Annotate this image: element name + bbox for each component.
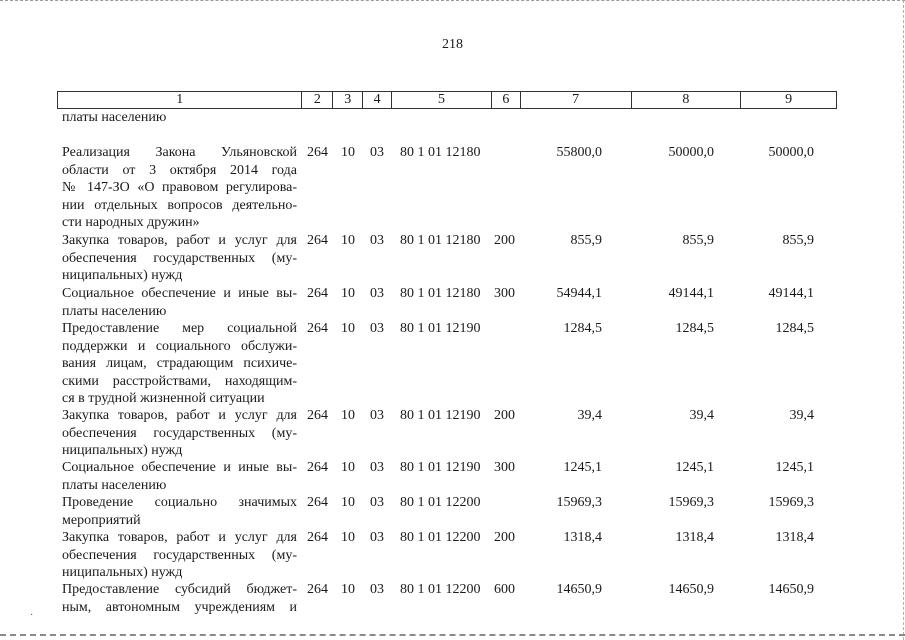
description-line: Предоставление субсидий бюджет- xyxy=(62,582,297,597)
row-description xyxy=(62,581,297,616)
table-header-row xyxy=(57,91,837,109)
description-line: ным, автономным учреждениям и xyxy=(62,599,297,615)
cell-section: 10 xyxy=(341,145,355,160)
cell-amount-col7: 1284,5 xyxy=(563,321,602,336)
description-line: поддержки и социального обслужи- xyxy=(62,338,297,354)
cell-target-article: 80 1 01 12200 xyxy=(400,530,481,545)
cell-ministry: 264 xyxy=(307,495,328,510)
header-col-9: 9 xyxy=(785,92,793,107)
header-col-5: 5 xyxy=(392,92,492,108)
cell-subsection: 03 xyxy=(370,145,384,160)
row-description xyxy=(62,494,297,529)
cell-amount-col9: 855,9 xyxy=(782,233,814,248)
cell-amount-col8: 50000,0 xyxy=(668,145,714,160)
cell-subsection: 03 xyxy=(370,530,384,545)
description-line: № 147-ЗО «О правовом регулирова- xyxy=(62,180,297,195)
description-line: Социальное обеспечение и иные вы- xyxy=(62,286,297,301)
header-col-3: 3 xyxy=(333,92,363,108)
cell-section: 10 xyxy=(341,460,355,475)
table-body xyxy=(0,109,905,615)
description-line: ниципальных) нужд xyxy=(62,268,183,283)
description-line: скими расстройствами, находящим- xyxy=(62,373,297,389)
cell-amount-col7: 855,9 xyxy=(570,233,602,248)
cell-amount-col9: 50000,0 xyxy=(768,145,814,160)
cell-target-article: 80 1 01 12180 xyxy=(400,145,481,160)
header-col-2: 2 xyxy=(302,92,333,108)
cell-amount-col9: 1245,1 xyxy=(775,460,814,475)
cell-expense-type: 200 xyxy=(494,233,515,248)
header-col-6: 6 xyxy=(492,92,521,108)
cell-amount-col7: 39,4 xyxy=(577,408,602,423)
cell-ministry: 264 xyxy=(307,145,328,160)
header-col-7: 7 xyxy=(521,92,632,108)
cell-amount-col9: 49144,1 xyxy=(768,286,814,301)
cell-amount-col7: 14650,9 xyxy=(556,582,602,597)
cell-ministry: 264 xyxy=(307,233,328,248)
description-line: Реализация Закона Ульяновской xyxy=(62,145,297,160)
cell-section: 10 xyxy=(341,321,355,336)
cell-subsection: 03 xyxy=(370,233,384,248)
cell-target-article: 80 1 01 12200 xyxy=(400,582,481,597)
description-line: сти народных дружин» xyxy=(62,215,200,230)
cell-amount-col9: 14650,9 xyxy=(768,582,814,597)
description-line: обеспечения государственных (му- xyxy=(62,425,297,441)
scan-bottom-edge xyxy=(0,634,905,636)
cell-amount-col7: 1318,4 xyxy=(563,530,602,545)
cell-ministry: 264 xyxy=(307,286,328,301)
cell-amount-col8: 39,4 xyxy=(689,408,714,423)
description-line: обеспечения государственных (му- xyxy=(62,250,297,266)
cell-section: 10 xyxy=(341,408,355,423)
cell-section: 10 xyxy=(341,582,355,597)
scan-top-edge xyxy=(0,0,905,4)
row-description xyxy=(62,529,297,582)
cell-amount-col7: 54944,1 xyxy=(556,286,602,301)
cell-subsection: 03 xyxy=(370,495,384,510)
description-line: ся в трудной жизненной ситуации xyxy=(62,391,265,406)
cell-amount-col8: 855,9 xyxy=(682,233,714,248)
cell-amount-col8: 1245,1 xyxy=(675,460,714,475)
cell-expense-type: 300 xyxy=(494,460,515,475)
cell-amount-col8: 1318,4 xyxy=(675,530,714,545)
cell-target-article: 80 1 01 12180 xyxy=(400,286,481,301)
cell-amount-col9: 1284,5 xyxy=(775,321,814,336)
carryover-text: платы населению xyxy=(62,110,167,125)
description-line: Закупка товаров, работ и услуг для xyxy=(62,530,297,545)
description-line: ниципальных) нужд xyxy=(62,443,183,458)
cell-section: 10 xyxy=(341,233,355,248)
carryover-row xyxy=(0,109,905,126)
description-line: обеспечения государственных (му- xyxy=(62,547,297,563)
cell-amount-col7: 55800,0 xyxy=(556,145,602,160)
header-col-1: 1 xyxy=(58,92,302,108)
description-line: платы населению xyxy=(62,477,167,493)
cell-amount-col8: 15969,3 xyxy=(668,495,714,510)
description-line: Проведение социально значимых xyxy=(62,495,297,510)
description-line: нии отдельных вопросов деятельно- xyxy=(62,197,297,213)
page-number: 218 xyxy=(442,37,463,52)
cell-amount-col9: 39,4 xyxy=(789,408,814,423)
cell-target-article: 80 1 01 12180 xyxy=(400,233,481,248)
row-description xyxy=(62,407,297,460)
row-description xyxy=(62,320,297,408)
cell-target-article: 80 1 01 12190 xyxy=(400,460,481,475)
row-description xyxy=(62,232,297,285)
cell-section: 10 xyxy=(341,286,355,301)
header-col-8: 8 xyxy=(632,92,742,108)
cell-amount-col7: 1245,1 xyxy=(563,460,602,475)
cell-ministry: 264 xyxy=(307,582,328,597)
cell-expense-type: 200 xyxy=(494,530,515,545)
description-line: мероприятий xyxy=(62,512,141,528)
cell-amount-col9: 1318,4 xyxy=(775,530,814,545)
cell-target-article: 80 1 01 12190 xyxy=(400,321,481,336)
description-line: области от 3 октября 2014 года xyxy=(62,162,297,178)
cell-subsection: 03 xyxy=(370,582,384,597)
description-line: Закупка товаров, работ и услуг для xyxy=(62,408,297,423)
cell-subsection: 03 xyxy=(370,286,384,301)
description-line: ниципальных) нужд xyxy=(62,565,183,580)
description-line: вания лицам, страдающим психиче- xyxy=(62,356,297,371)
cell-ministry: 264 xyxy=(307,530,328,545)
scan-speck: · xyxy=(30,610,34,621)
cell-subsection: 03 xyxy=(370,460,384,475)
cell-expense-type: 300 xyxy=(494,286,515,301)
cell-amount-col8: 14650,9 xyxy=(668,582,714,597)
header-col-4: 4 xyxy=(363,92,392,108)
cell-section: 10 xyxy=(341,495,355,510)
description-line: Закупка товаров, работ и услуг для xyxy=(62,233,297,248)
cell-amount-col8: 1284,5 xyxy=(675,321,714,336)
cell-expense-type: 200 xyxy=(494,408,515,423)
cell-expense-type: 600 xyxy=(494,582,515,597)
cell-ministry: 264 xyxy=(307,460,328,475)
description-line: Социальное обеспечение и иные вы- xyxy=(62,460,297,475)
row-description xyxy=(62,285,297,320)
cell-ministry: 264 xyxy=(307,321,328,336)
cell-subsection: 03 xyxy=(370,321,384,336)
description-line: платы населению xyxy=(62,303,167,319)
description-line: Предоставление мер социальной xyxy=(62,321,297,336)
cell-target-article: 80 1 01 12190 xyxy=(400,408,481,423)
scan-right-edge xyxy=(903,0,904,640)
cell-section: 10 xyxy=(341,530,355,545)
cell-ministry: 264 xyxy=(307,408,328,423)
row-description xyxy=(62,144,297,232)
cell-amount-col8: 49144,1 xyxy=(668,286,714,301)
cell-amount-col7: 15969,3 xyxy=(556,495,602,510)
cell-subsection: 03 xyxy=(370,408,384,423)
cell-target-article: 80 1 01 12200 xyxy=(400,495,481,510)
row-description xyxy=(62,459,297,494)
cell-amount-col9: 15969,3 xyxy=(768,495,814,510)
